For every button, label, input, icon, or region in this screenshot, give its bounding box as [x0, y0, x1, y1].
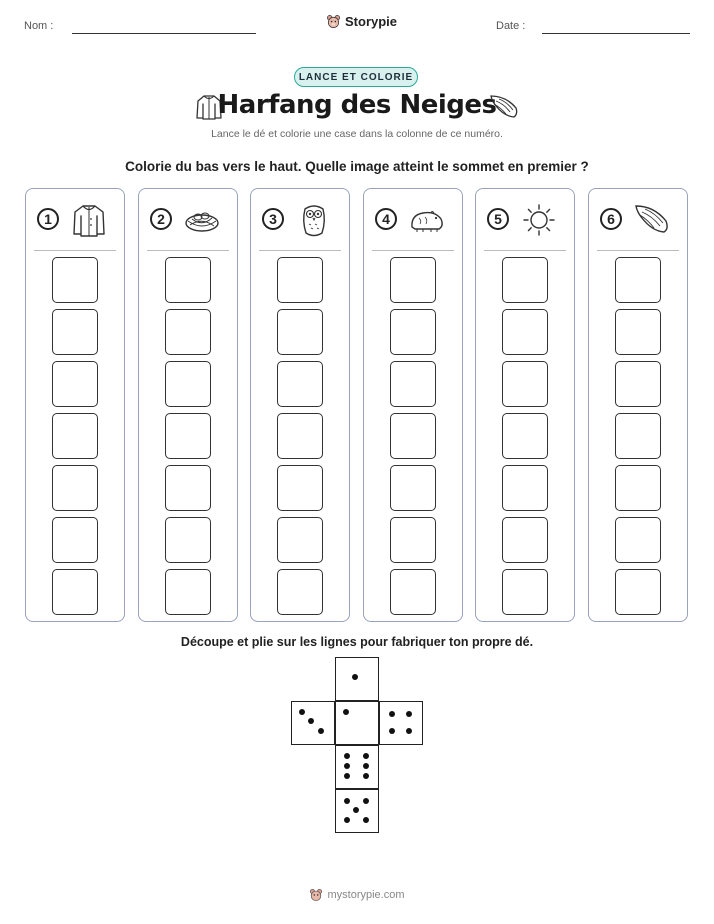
column-number: 5 [487, 208, 509, 230]
color-cell[interactable] [165, 569, 211, 615]
color-cell[interactable] [502, 517, 548, 563]
color-cell[interactable] [390, 465, 436, 511]
name-label: Nom : [24, 20, 54, 32]
die-pip [406, 728, 412, 734]
color-cell[interactable] [502, 309, 548, 355]
color-cell[interactable] [390, 517, 436, 563]
color-cell[interactable] [52, 465, 98, 511]
owl-icon [294, 201, 334, 239]
color-cell[interactable] [165, 309, 211, 355]
die-pip [308, 718, 314, 724]
color-cell[interactable] [390, 361, 436, 407]
die-pip [352, 674, 358, 680]
color-cell[interactable] [277, 413, 323, 459]
die-pip [353, 807, 359, 813]
color-cell[interactable] [502, 569, 548, 615]
bear-logo-icon [309, 888, 323, 902]
color-cell[interactable] [390, 569, 436, 615]
die-instruction: Découpe et plie sur les lignes pour fabriquer ton propre dé. [180, 635, 534, 649]
lemming-icon [407, 201, 447, 239]
date-line [542, 33, 690, 34]
die-pip [363, 773, 369, 779]
die-pip [344, 817, 350, 823]
die-pip [363, 763, 369, 769]
die-pip [344, 753, 350, 759]
brand-name: Storypie [345, 14, 398, 29]
color-cell[interactable] [165, 465, 211, 511]
die-face-6 [335, 745, 379, 789]
color-cell[interactable] [52, 361, 98, 407]
color-cell[interactable] [502, 413, 548, 459]
color-cell[interactable] [165, 257, 211, 303]
color-cell[interactable] [390, 309, 436, 355]
die-face-5 [335, 789, 379, 833]
color-cell[interactable] [390, 413, 436, 459]
color-cell[interactable] [277, 257, 323, 303]
color-cell[interactable] [277, 309, 323, 355]
die-pip [318, 728, 324, 734]
column-header [589, 189, 687, 249]
page-subtitle: Lance le dé et colorie une case dans la colonne de ce numéro. [211, 128, 503, 140]
die-face-1 [335, 657, 379, 701]
die-pip [299, 709, 305, 715]
column-number: 3 [262, 208, 284, 230]
column-divider [34, 250, 116, 251]
column-divider [259, 250, 341, 251]
activity-badge: LANCE ET COLORIE [294, 67, 418, 87]
track-column-1 [25, 188, 125, 622]
date-label: Date : [496, 20, 526, 32]
color-cell[interactable] [52, 517, 98, 563]
column-number: 4 [375, 208, 397, 230]
color-cell[interactable] [165, 517, 211, 563]
column-divider [597, 250, 679, 251]
column-header [476, 189, 574, 249]
color-cell[interactable] [615, 309, 661, 355]
column-number: 1 [37, 208, 59, 230]
column-divider [372, 250, 454, 251]
track-column-2 [138, 188, 238, 622]
column-header [139, 189, 237, 249]
column-divider [484, 250, 566, 251]
color-cell[interactable] [615, 465, 661, 511]
die-pip [363, 817, 369, 823]
footer-url[interactable]: mystorypie.com [327, 889, 405, 901]
track-column-6 [588, 188, 688, 622]
color-cell[interactable] [502, 465, 548, 511]
wing-icon [488, 92, 520, 122]
die-pip [363, 798, 369, 804]
color-cell[interactable] [502, 257, 548, 303]
die-face-4 [379, 701, 423, 745]
footer [0, 888, 714, 902]
die-pip [344, 763, 350, 769]
die-pip [344, 798, 350, 804]
wing-icon [632, 201, 672, 239]
track-column-5 [475, 188, 575, 622]
color-cell[interactable] [615, 413, 661, 459]
color-cell[interactable] [165, 413, 211, 459]
color-cell[interactable] [615, 257, 661, 303]
page-title: Harfang des Neiges [217, 90, 497, 120]
name-line [72, 33, 256, 34]
column-number: 2 [150, 208, 172, 230]
die-pip [389, 711, 395, 717]
column-header [364, 189, 462, 249]
bear-logo-icon [326, 14, 341, 29]
column-header [251, 189, 349, 249]
die-face-3 [291, 701, 335, 745]
column-header [26, 189, 124, 249]
color-cell[interactable] [502, 361, 548, 407]
color-cell[interactable] [52, 569, 98, 615]
die-pip [406, 711, 412, 717]
color-cell[interactable] [52, 309, 98, 355]
die-pip [363, 753, 369, 759]
sun-icon [519, 201, 559, 239]
color-cell[interactable] [615, 517, 661, 563]
column-number: 6 [600, 208, 622, 230]
color-cell[interactable] [52, 257, 98, 303]
nest-icon [182, 201, 222, 239]
color-cell[interactable] [277, 517, 323, 563]
track-column-4 [363, 188, 463, 622]
die-pip [389, 728, 395, 734]
track-column-3 [250, 188, 350, 622]
color-cell[interactable] [277, 569, 323, 615]
color-cell[interactable] [390, 257, 436, 303]
color-cell[interactable] [615, 569, 661, 615]
color-cell[interactable] [52, 413, 98, 459]
coat-icon [69, 201, 109, 239]
color-cell[interactable] [277, 361, 323, 407]
color-cell[interactable] [615, 361, 661, 407]
die-pip [343, 709, 349, 715]
die-face-1 [335, 701, 379, 745]
brand-logo [326, 14, 397, 29]
game-instruction: Colorie du bas vers le haut. Quelle image atteint le sommet en premier ? [125, 159, 589, 174]
die-pip [344, 773, 350, 779]
color-cell[interactable] [165, 361, 211, 407]
color-cell[interactable] [277, 465, 323, 511]
column-divider [147, 250, 229, 251]
